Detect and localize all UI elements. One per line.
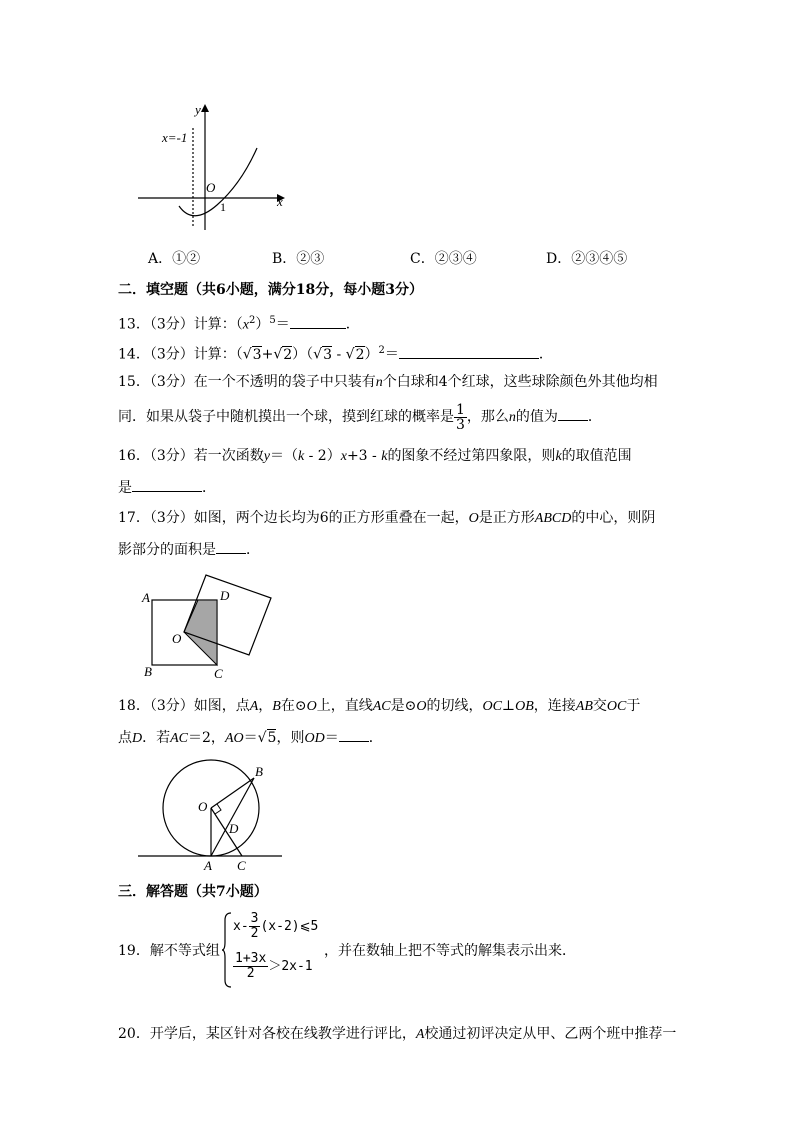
q13-exp: 2 bbox=[248, 315, 256, 326]
q17-var-abcd: ABCD bbox=[534, 511, 572, 526]
q14-plus: + bbox=[261, 346, 274, 363]
q18-text-1h: 于 bbox=[626, 698, 641, 714]
q18-var-o: O bbox=[306, 699, 317, 714]
q16-text-1b: ＝（ bbox=[269, 448, 298, 464]
q16-text-1e: 的图象不经过第四象限，则 bbox=[387, 448, 556, 464]
q14-sqrt3: 3 bbox=[252, 346, 262, 363]
q18-answer-blank[interactable] bbox=[339, 727, 369, 742]
q18-var-o-2: O bbox=[416, 699, 427, 714]
q18-var-d: D bbox=[132, 731, 143, 746]
label-a: A bbox=[204, 858, 212, 873]
q15-fraction bbox=[454, 403, 467, 432]
q14-answer-blank[interactable] bbox=[399, 344, 539, 359]
q17-text-1c: 的中心，则阴 bbox=[571, 510, 656, 526]
q15-frac-num: 1 bbox=[456, 401, 465, 418]
question-16-line-1 bbox=[118, 446, 632, 467]
q15-answer-blank[interactable] bbox=[558, 406, 588, 421]
q14-mid: ）（ bbox=[292, 346, 314, 363]
question-17-line-1 bbox=[118, 508, 655, 529]
q14-text: （3分）计算：（ bbox=[149, 346, 243, 363]
shaded-region bbox=[184, 600, 217, 665]
q16-var-k-3: k bbox=[555, 449, 562, 464]
question-17-line-2 bbox=[118, 539, 260, 560]
q18-text-1e: 的切线， bbox=[426, 698, 483, 714]
q18-text-1c: 上，直线 bbox=[316, 698, 373, 714]
q14-sqrt2b: 2 bbox=[355, 346, 365, 363]
section-3-title: 三．解答题（共7小题） bbox=[118, 884, 268, 900]
q17-var-o: O bbox=[468, 511, 479, 526]
label-o: O bbox=[172, 631, 182, 646]
section-2-title: 二．填空题（共6小题，满分18分，每小题3分） bbox=[118, 282, 423, 298]
q13-number: 13． bbox=[118, 316, 150, 333]
q19-ineq2-den: 2 bbox=[246, 966, 255, 981]
q17-text-1a: 17．（3分）如图，两个边长均为6的正方形重叠在一起， bbox=[118, 510, 469, 526]
q14-sqrt2: 2 bbox=[283, 346, 293, 363]
question-15-line-1 bbox=[118, 372, 658, 393]
q17-answer-blank[interactable] bbox=[216, 539, 246, 554]
q18-var-ac: AC bbox=[372, 699, 391, 714]
q15-frac-den: 3 bbox=[456, 416, 465, 433]
choice-b[interactable]: B．②③ bbox=[272, 251, 325, 267]
label-a: A bbox=[142, 590, 150, 605]
q16-text-1f: 的取值范围 bbox=[561, 448, 632, 464]
q18-var-a: A bbox=[249, 699, 259, 714]
y-axis-label: y bbox=[195, 102, 201, 117]
q14-end: ． bbox=[538, 346, 553, 363]
q18-text-2c: ，则 bbox=[276, 730, 305, 746]
label-d: D bbox=[229, 821, 239, 836]
q19-ineq2-b: ＞2x-1 bbox=[268, 959, 313, 974]
q19-ineq1-a: x- bbox=[233, 919, 249, 934]
q19-ineq1-frac bbox=[249, 912, 261, 941]
squares-figure bbox=[138, 570, 278, 682]
parabola-curve bbox=[179, 148, 257, 216]
q13-answer-blank[interactable] bbox=[290, 314, 346, 329]
q18-text-1b: 在⊙ bbox=[280, 698, 307, 714]
q18-var-oc: OC bbox=[482, 699, 502, 714]
q19-prefix: 19．解不等式组 bbox=[118, 943, 220, 959]
q15-var-n: n bbox=[375, 375, 383, 390]
label-d: D bbox=[220, 588, 230, 603]
q20-var-a: A bbox=[415, 1027, 425, 1042]
segment-ob bbox=[211, 778, 254, 808]
label-c: C bbox=[237, 858, 246, 873]
q18-var-ab: AB bbox=[575, 699, 593, 714]
q14-close: ） bbox=[364, 346, 379, 363]
q18-text-2a: 点 bbox=[118, 730, 132, 746]
q15-text-2b: ，那么 bbox=[466, 409, 509, 425]
q15-var-n-2: n bbox=[508, 410, 516, 425]
q16-var-k-2: k bbox=[381, 449, 388, 464]
q16-text-1d: +3 - bbox=[346, 448, 382, 464]
q14-sqrt3b: 3 bbox=[323, 346, 333, 363]
x-axis-label: x bbox=[277, 194, 283, 209]
q16-var-x: x bbox=[340, 449, 347, 464]
q16-answer-blank[interactable] bbox=[132, 477, 202, 492]
y-axis-arrow bbox=[201, 104, 209, 112]
q18-var-od: OD bbox=[304, 731, 325, 746]
label-o: O bbox=[198, 799, 208, 814]
q18-text-2b: ．若 bbox=[142, 730, 171, 746]
question-20-line-1 bbox=[118, 1024, 676, 1045]
symmetry-label: x=-1 bbox=[162, 130, 188, 145]
q18-sqrt5: 5 bbox=[267, 730, 277, 746]
q18-end: ． bbox=[368, 730, 383, 746]
choice-c[interactable]: C．②③④ bbox=[410, 251, 477, 267]
q15-text-2a: 同．如果从袋子中随机摸出一个球，摸到红球的概率是 bbox=[118, 409, 454, 425]
q18-perp: ⊥ bbox=[501, 698, 516, 714]
q19-suffix: ，并在数轴上把不等式的解集表示出来． bbox=[324, 943, 576, 959]
q18-comma: ， bbox=[258, 698, 273, 714]
q15-end: ． bbox=[587, 409, 602, 425]
q13-end: ． bbox=[345, 316, 360, 333]
q15-text-2c: 的值为 bbox=[515, 409, 558, 425]
q17-end: ． bbox=[246, 542, 260, 558]
q16-text-1a: 16．（3分）若一次函数 bbox=[118, 448, 264, 464]
label-c: C bbox=[214, 666, 223, 681]
q16-var-k: k bbox=[297, 449, 305, 464]
question-19 bbox=[118, 910, 678, 990]
q19-inequality-1 bbox=[233, 912, 318, 941]
one-label: 1 bbox=[220, 200, 226, 214]
q18-var-b: B bbox=[272, 699, 281, 714]
q19-ineq1-num: 3 bbox=[250, 911, 259, 926]
question-14: 14．（3分）计算：（√3+√2）（√3 - √2）$^2$＝ ． bbox=[118, 345, 553, 363]
q18-text-1d: 是⊙ bbox=[390, 698, 417, 714]
circle-figure bbox=[136, 758, 286, 876]
q18-text-1g: 交 bbox=[592, 698, 607, 714]
q18-text-1f: ，连接 bbox=[533, 698, 576, 714]
q18-var-ob: OB bbox=[515, 699, 534, 714]
q20-text-1a: 20．开学后，某区针对各校在线教学进行评比， bbox=[118, 1026, 416, 1042]
q18-var-oc-2: OC bbox=[606, 699, 627, 714]
q19-inequality-2 bbox=[233, 952, 313, 981]
q19-ineq2-num: 1+3x bbox=[235, 951, 267, 966]
q19-ineq2-frac bbox=[233, 952, 268, 981]
q19-ineq1-den: 2 bbox=[250, 926, 259, 941]
q16-var-y: y bbox=[263, 449, 270, 464]
q18-text-1a: 18．（3分）如图，点 bbox=[118, 698, 250, 714]
choice-d[interactable]: D．②③④⑤ bbox=[546, 251, 628, 267]
q13-eq: ＝ bbox=[275, 316, 290, 333]
q18-var-ao: AO bbox=[224, 731, 244, 746]
q14-exp: 2 bbox=[378, 345, 385, 356]
question-15-line-2 bbox=[118, 400, 602, 435]
parabola-figure bbox=[135, 100, 290, 235]
q16-end: ． bbox=[202, 480, 216, 496]
question-18-line-2: 点D．若AC＝2，AO＝√5，则OD＝ ． bbox=[118, 727, 383, 749]
brace-icon bbox=[222, 912, 232, 988]
q13-exp5: 5 bbox=[269, 315, 276, 326]
choice-a[interactable]: A．①② bbox=[148, 251, 201, 267]
q20-text-1b: 校通过初评决定从甲、乙两个班中推荐一 bbox=[424, 1026, 677, 1042]
label-b: B bbox=[255, 764, 263, 779]
q14-minus: - bbox=[332, 346, 346, 363]
q15-text-1a: 15．（3分）在一个不透明的袋子中只装有 bbox=[118, 374, 376, 390]
question-16-line-2 bbox=[118, 477, 216, 498]
question-18-line-1 bbox=[118, 696, 640, 717]
q14-eq: ＝ bbox=[384, 346, 399, 363]
q13-text: （3分）计算：（ bbox=[149, 316, 243, 333]
q19-ineq1-b: (x-2)⩽5 bbox=[260, 919, 319, 934]
q13-var: x bbox=[242, 317, 249, 333]
q18-eq: ＝ bbox=[324, 730, 339, 746]
q17-text-1b: 是正方形 bbox=[478, 510, 535, 526]
q13-close: ） bbox=[255, 316, 270, 333]
q18-eq-sqrt: ＝ bbox=[243, 730, 258, 746]
right-angle-mark bbox=[215, 804, 221, 814]
q17-text-2a: 影部分的面积是 bbox=[118, 542, 216, 558]
question-13 bbox=[118, 311, 360, 336]
q14-number: 14． bbox=[118, 346, 150, 363]
q18-eq2: ＝2， bbox=[188, 730, 225, 746]
label-b: B bbox=[144, 664, 152, 679]
q15-text-1b: 个白球和4个红球，这些球除颜色外其他均相 bbox=[382, 374, 658, 390]
q16-text-2a: 是 bbox=[118, 480, 132, 496]
q16-text-1c: - 2） bbox=[304, 448, 341, 464]
q18-var-ac-2: AC bbox=[170, 731, 189, 746]
origin-label: O bbox=[206, 180, 216, 195]
